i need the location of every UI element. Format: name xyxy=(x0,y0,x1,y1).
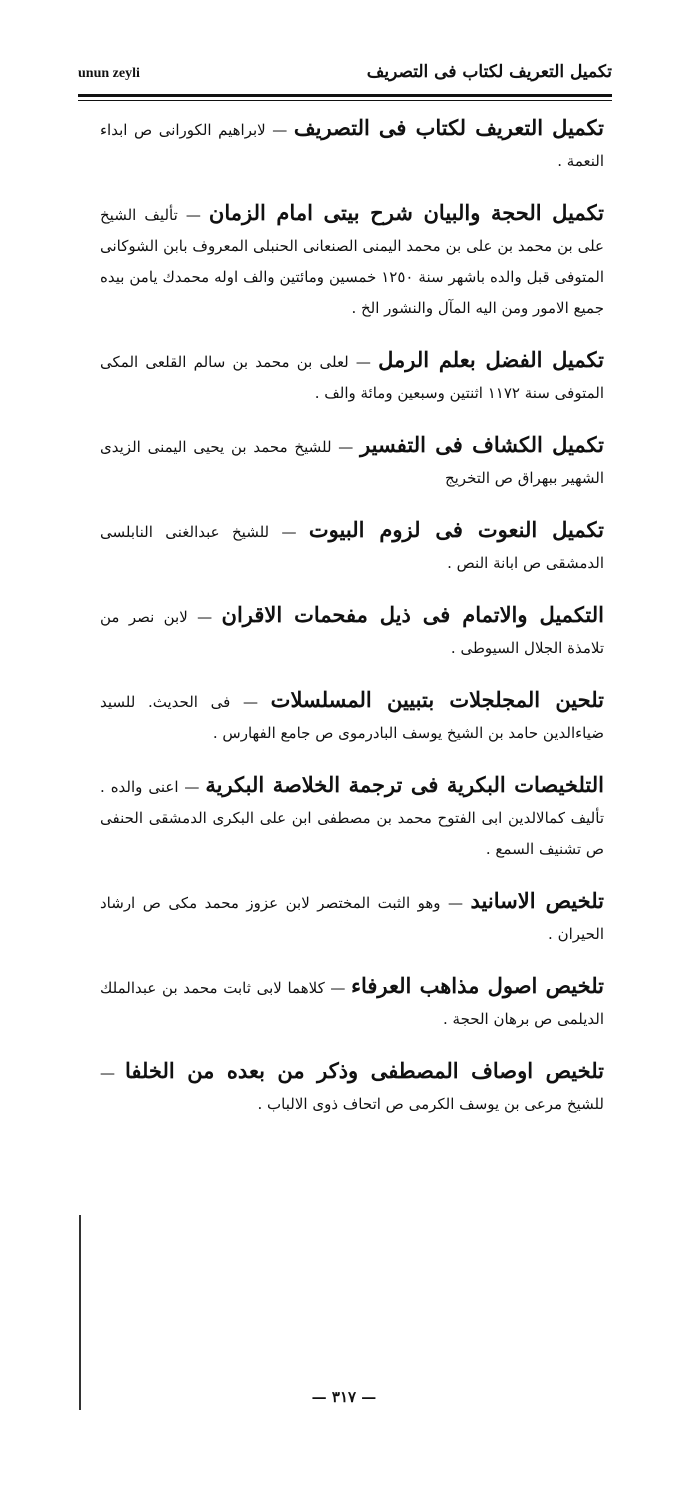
entry-title: تكميل الفضل بعلم الرمل xyxy=(378,347,604,372)
entry-title: التلخيصات البكرية فى ترجمة الخلاصة البكرية xyxy=(205,772,604,797)
entry-body: — فى الحديث. للسيد ضياءالدين حامد بن الشيخ يوسف البادرموى ص جامع الفهارس . xyxy=(100,693,604,742)
entry-body: — للشيخ مرعى بن يوسف الكرمى ص اتحاف ذوى الالباب . xyxy=(100,1064,604,1113)
running-header xyxy=(78,60,612,92)
entry-title: تكميل الحجة والبيان شرح بيتى امام الزمان xyxy=(208,200,605,225)
entry-body: — لابن نصر من تلامذة الجلال السيوطى . xyxy=(100,608,604,657)
entry xyxy=(100,970,604,1035)
entry-body: — كلاهما لابى ثابت محمد بن عبدالملك الديلمى ص برهان الحجة . xyxy=(100,979,604,1028)
running-header-latin: unun zeyli xyxy=(78,66,140,81)
page-number: — ٣١٧ — xyxy=(311,1388,377,1406)
entry xyxy=(100,599,604,664)
entry xyxy=(100,344,604,409)
entry-title: تكميل الكشاف فى التفسير xyxy=(360,432,604,457)
entry-body: — للشيخ عبدالغنى النابلسى الدمشقى ص ابانة النص . xyxy=(100,523,604,572)
entry-title: تكميل النعوت فى لزوم البيوت xyxy=(308,517,604,542)
entry xyxy=(100,112,604,177)
entry-title: التكميل والاتمام فى ذيل مفحمات الاقران xyxy=(221,602,604,627)
entry-body: — اعنى والده . تأليف كمالالدين ابى الفتوح محمد بن مصطفى ابن على البكرى الدمشقى الحنفى ص تشنيف السمع . xyxy=(100,778,604,858)
entry-list xyxy=(100,112,604,1140)
entry-title: تلخيص اوصاف المصطفى وذكر من بعده من الخلفا xyxy=(124,1058,604,1083)
entry-body: — لعلى بن محمد بن سالم القلعى المكى المتوفى سنة ١١٧٢ اثنتين وسبعين ومائة والف . xyxy=(100,353,604,402)
entry xyxy=(100,197,604,324)
running-header-title: تكميل التعريف لكتاب فى التصريف xyxy=(366,62,612,82)
entry-title: تلخيص الاسانيد xyxy=(470,888,604,913)
header-rule-thin xyxy=(78,100,612,101)
entry xyxy=(100,514,604,579)
margin-mark xyxy=(79,1215,81,1410)
entry xyxy=(100,1055,604,1120)
header-rule-thick xyxy=(78,94,612,97)
entry-body: — تأليف الشيخ على بن محمد بن على بن محمد اليمنى الصنعانى الحنبلى المعروف بابن الشوكانى المتوفى قبل والده باشهر سنة ١٢٥٠ خمسين ومائتين والف اوله محمدك يامن بيده جميع الامور ومن اليه المآل والنشور الخ . xyxy=(100,206,605,317)
entry xyxy=(100,684,604,749)
entry-body: — لابراهيم الكورانى ص ابداء النعمة . xyxy=(100,121,604,170)
entry xyxy=(100,769,604,865)
entry-body: — وهو الثبت المختصر لابن عزوز محمد مكى ص ارشاد الحيران . xyxy=(100,894,604,943)
entry-title: تلحين المجلجلات بتبيين المسلسلات xyxy=(270,687,605,712)
entry xyxy=(100,885,604,950)
entry-title: تلخيص اصول مذاهب العرفاء xyxy=(351,973,604,998)
entry-body: — للشيخ محمد بن يحيى اليمنى الزيدى الشهير ببهراق ص التخريج xyxy=(100,438,604,487)
entry-title: تكميل التعريف لكتاب فى التصريف xyxy=(293,115,604,140)
entry xyxy=(100,429,604,494)
